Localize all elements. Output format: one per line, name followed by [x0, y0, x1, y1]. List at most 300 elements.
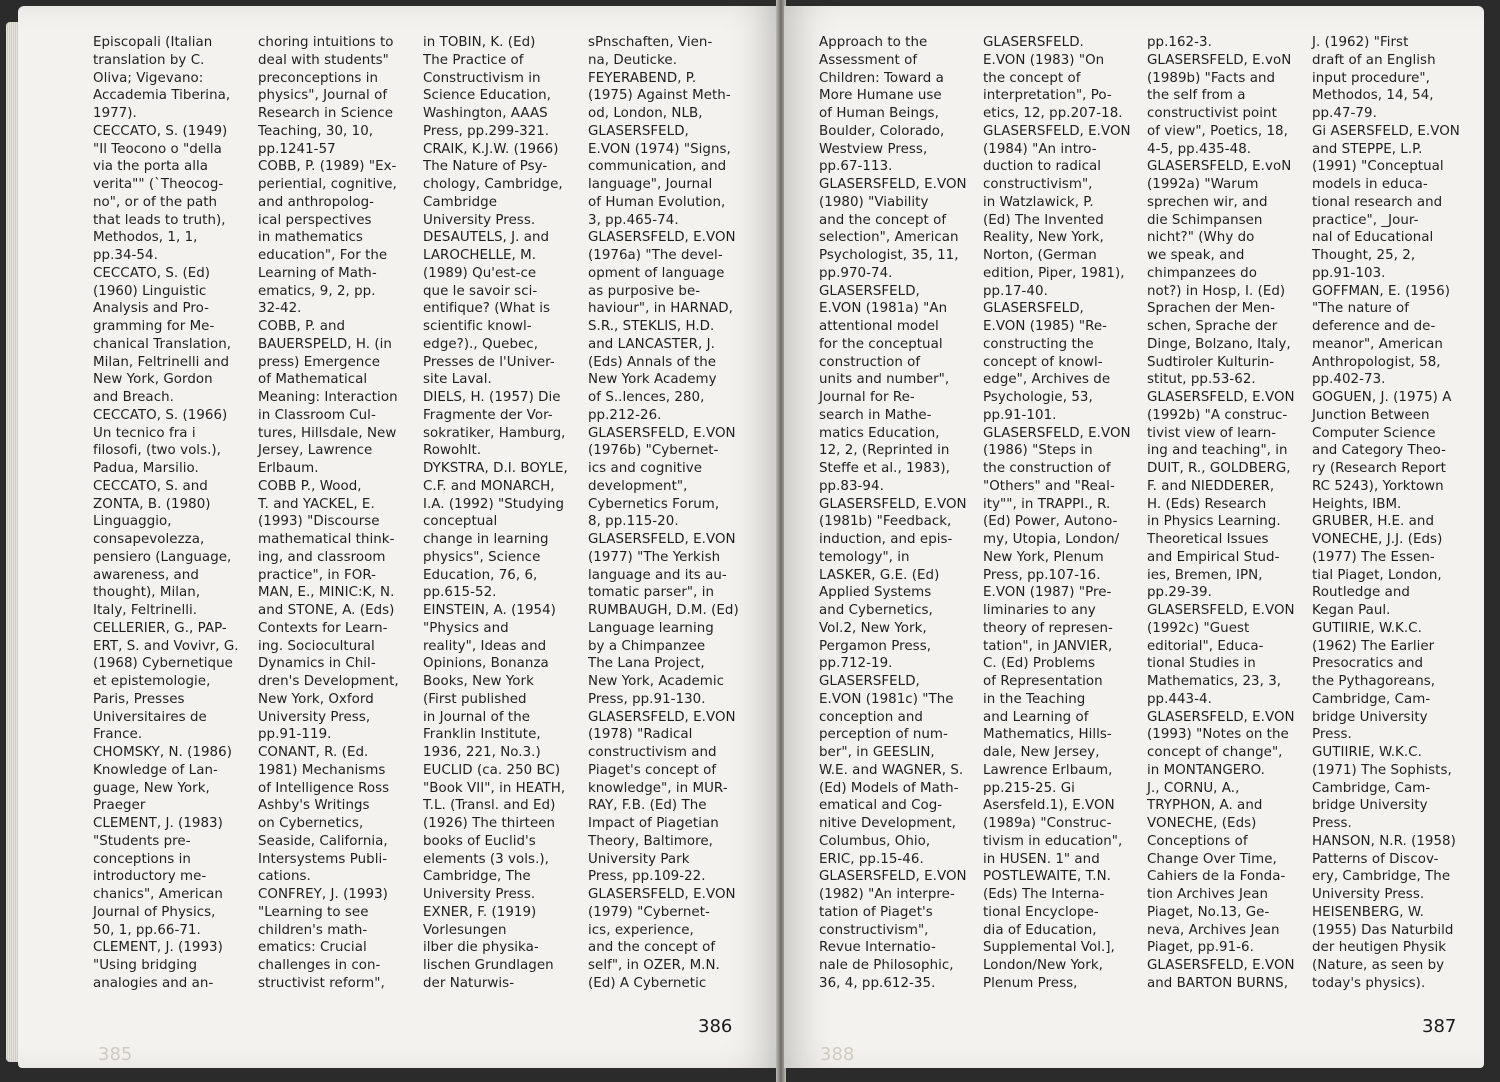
reference-line: Cambridge, Cam- [1312, 780, 1431, 796]
reference-line: Boulder, Colorado, [819, 123, 945, 139]
reference-line: CHOMSKY, N. (1986) [93, 745, 232, 760]
reference-line: Cambridge [423, 194, 498, 210]
reference-line: CONANT, R. (Ed. [258, 745, 369, 760]
right-page-number: 387 [1422, 1016, 1457, 1037]
reference-line: that leads to truth), [93, 212, 226, 228]
reference-line: Impact of Piagetian [588, 816, 719, 831]
reference-line: (Ed) The Invented [983, 212, 1104, 228]
reference-line: ber", in GEESLIN, [819, 745, 935, 760]
reference-line: Theory, Baltimore, [588, 833, 713, 849]
reference-line: not?) in Hosp, I. (Ed) [1147, 283, 1286, 299]
reference-line: and anthropolog- [258, 194, 375, 210]
reference-line: ry (Research Report [1312, 461, 1446, 476]
reference-line: GUTIIRIE, W.K.C. [1312, 745, 1422, 760]
reference-line: pp.17-40. [983, 283, 1048, 299]
reference-line: verita"" (`Theocog- [93, 177, 224, 192]
left-column-4 [588, 34, 738, 993]
reference-line: today's physics). [1312, 975, 1426, 991]
reference-line: Columbus, Ohio, [819, 833, 931, 849]
reference-line: Teaching, 30, 10, [258, 123, 374, 139]
reference-line: self", in OZER, M.N. [588, 958, 720, 973]
reference-line: RUMBAUGH, D.M. (Ed) [588, 603, 739, 618]
reference-line: I.A. (1992) "Studying [423, 496, 565, 512]
reference-line: "Physics and [423, 620, 509, 636]
reference-line: constructing the [983, 336, 1094, 352]
reference-line: tivism in education", [983, 833, 1123, 849]
reference-line: 8, pp.115-20. [588, 514, 679, 530]
reference-line: France. [93, 727, 143, 743]
reference-line: (Nature, as seen by [1312, 958, 1445, 973]
reference-line: chanics", American [93, 887, 223, 902]
reference-line: T.L. (Transl. and Ed) [423, 798, 556, 814]
reference-line: sokratiker, Hamburg, [423, 425, 566, 441]
reference-line: DESAUTELS, J. and [423, 230, 550, 246]
reference-line: education", For the [258, 248, 388, 263]
reference-line: pp.215-25. Gi [983, 780, 1075, 796]
reference-line: (1976b) "Cybernet- [588, 443, 719, 459]
reference-line: elements (3 vols.), [423, 851, 549, 867]
reference-line: Mathematics, Hills- [983, 727, 1112, 743]
reference-line: University Press. [1312, 887, 1425, 902]
reference-line: E.VON (1983) "On [983, 52, 1105, 68]
reference-line: and Learning of [983, 709, 1089, 725]
reference-line: pp.91-101. [983, 407, 1057, 423]
reference-line: press) Emergence [258, 354, 381, 370]
reference-line: and the concept of [819, 212, 947, 228]
reference-line: on Cybernetics, [258, 816, 364, 831]
reference-line: GLASERSFELD, E.VON [819, 869, 967, 885]
reference-line: Approach to the [819, 35, 928, 50]
reference-line: the construction of [983, 461, 1111, 476]
reference-line: ematics, 9, 2, pp. [258, 283, 376, 299]
reference-line: communication, and [588, 159, 727, 175]
reference-line: ZONTA, B. (1980) [93, 496, 211, 512]
reference-line: GOGUEN, J. (1975) A [1312, 390, 1452, 405]
reference-line: Seaside, California, [258, 833, 388, 849]
reference-line: and BARTON BURNS, [1147, 975, 1289, 991]
reference-line: ity"", in TRAPPI., R. [983, 496, 1111, 512]
reference-line: Anthropologist, 58, [1312, 354, 1441, 370]
reference-line: Paris, Presses [93, 691, 185, 707]
reference-line: ics, experience, [588, 922, 694, 938]
reference-line: CLEMENT, J. (1993) [93, 940, 223, 956]
reference-line: the self from a [1147, 88, 1246, 104]
reference-line: ilber die physika- [423, 940, 539, 956]
reference-line: 3, pp.465-74. [588, 212, 679, 228]
reference-line: and STONE, A. (Eds) [258, 603, 395, 618]
reference-line: "The nature of [1312, 301, 1410, 317]
reference-line: FEYERABEND, P. [588, 70, 697, 86]
reference-line: mathematical think- [258, 532, 395, 547]
reference-line: constructivism and [588, 745, 717, 760]
reference-line: Thought, 25, 2, [1312, 248, 1416, 263]
reference-line: and Empirical Stud- [1147, 549, 1280, 565]
reference-line: GLASERSFELD, E.VON [1147, 603, 1295, 618]
reference-line: and LANCASTER, J. [588, 336, 715, 352]
reference-line: Pergamon Press, [819, 638, 932, 654]
reference-line: in the Teaching [983, 691, 1086, 707]
reference-line: tional Encyclope- [983, 904, 1099, 920]
reference-line: haviour", in HARNAD, [588, 301, 733, 317]
reference-line: CONFREY, J. (1993) [258, 887, 388, 902]
reference-line: CLEMENT, J. (1983) [93, 816, 223, 831]
reference-line: for the conceptual [819, 336, 943, 352]
reference-line: of view", Poetics, 18, [1147, 123, 1288, 139]
reference-line: selection", American [819, 230, 959, 246]
reference-line: translation by C. [93, 52, 205, 68]
reference-line: (1975) Against Meth- [588, 88, 731, 104]
reference-line: TRYPHON, A. and [1147, 798, 1263, 814]
reference-line: Learning of Math- [258, 265, 377, 281]
reference-line: GLASERSFELD, E.VON [588, 887, 736, 902]
reference-line: die Schimpansen [1147, 212, 1263, 228]
reference-line: construction of [819, 354, 921, 370]
right-column-3 [1147, 34, 1297, 993]
reference-line: language", Journal [588, 177, 713, 192]
reference-line: New York, Gordon [93, 372, 213, 388]
reference-line: EUCLID (ca. 250 BC) [423, 762, 561, 778]
reference-line: CECCATO, S. (Ed) [93, 265, 211, 281]
reference-line: search in Mathe- [819, 407, 932, 423]
reference-line: change in learning [423, 532, 549, 547]
reference-line: Supplemental Vol.], [983, 940, 1115, 956]
reference-line: (1992a) "Warum [1147, 177, 1259, 192]
reference-line: CECCATO, S. (1949) [93, 123, 228, 139]
reference-line: etics, 12, pp.207-18. [983, 106, 1123, 121]
reference-line: GLASERSFELD. [983, 35, 1084, 50]
reference-line: reality", Ideas and [423, 638, 547, 654]
reference-line: The Lana Project, [588, 656, 705, 672]
reference-line: ematical and Cog- [819, 798, 943, 814]
reference-line: awareness, and [93, 567, 199, 583]
reference-line: 36, 4, pp.612-35. [819, 975, 936, 991]
reference-line: (1926) The thirteen [423, 816, 556, 831]
reference-line: Vorlesungen [423, 922, 507, 938]
reference-line: "Book VII", in HEATH, [423, 780, 566, 796]
reference-line: (1977) "The Yerkish [588, 549, 721, 565]
reference-line: S.R., STEKLIS, H.D. [588, 319, 715, 334]
reference-line: Change Over Time, [1147, 851, 1277, 867]
reference-line: London/New York, [983, 958, 1103, 973]
reference-line: (1989a) "Construc- [983, 816, 1112, 831]
reference-line: LASKER, G.E. (Ed) [819, 567, 940, 583]
reference-line: ing, and classroom [258, 549, 386, 565]
reference-line: Patterns of Discov- [1312, 851, 1439, 867]
reference-line: Padua, Marsilio. [93, 461, 199, 476]
reference-line: tial Piaget, London, [1312, 567, 1442, 583]
reference-line: chology, Cambridge, [423, 177, 563, 192]
reference-line: Steffe et al., 1983), [819, 461, 950, 476]
reference-line: (1982) "An interpre- [819, 887, 955, 902]
reference-line: no", or of the path [93, 194, 218, 210]
reference-line: and STEPPE, L.P. [1312, 141, 1423, 157]
reference-line: Assessment of [819, 52, 918, 68]
reference-line: Kegan Paul. [1312, 603, 1391, 618]
reference-line: pp.91-119. [258, 727, 332, 743]
reference-line: filosofi, (two vols.), [93, 443, 221, 459]
reference-line: New York, Plenum [983, 549, 1104, 565]
reference-line: of Representation [983, 674, 1103, 689]
reference-line: Mathematics, 23, 3, [1147, 674, 1282, 689]
reference-line: Psychologist, 35, 11, [819, 248, 959, 263]
reference-line: H. (Eds) Research [1147, 496, 1267, 512]
reference-line: Vol.2, New York, [819, 620, 927, 636]
reference-line: in MONTANGERO. [1147, 762, 1265, 778]
reference-line: tional research and [1312, 194, 1443, 210]
reference-line: Computer Science [1312, 425, 1436, 441]
reference-line: GLASERSFELD, [588, 123, 689, 139]
reference-line: (1960) Linguistic [93, 283, 207, 299]
reference-line: of Human Beings, [819, 106, 939, 121]
reference-line: analogies and an- [93, 975, 214, 991]
reference-line: E.VON (1985) "Re- [983, 319, 1108, 334]
reference-line: induction, and epis- [819, 532, 953, 547]
reference-line: Piaget, No.13, Ge- [1147, 904, 1270, 920]
reference-line: in HUSEN. 1" and [983, 851, 1100, 867]
reference-line: der heutigen Physik [1312, 940, 1447, 956]
reference-line: CECCATO, S. (1966) [93, 407, 228, 423]
reference-line: pp.34-54. [93, 248, 158, 263]
reference-line: Meaning: Interaction [258, 390, 398, 405]
reference-line: books of Euclid's [423, 833, 536, 849]
reference-line: of Intelligence Ross [258, 780, 390, 796]
reference-line: Praeger [93, 798, 146, 814]
reference-line: theory of represen- [983, 620, 1113, 636]
reference-line: structivist reform", [258, 975, 385, 991]
reference-line: pp.91-103. [1312, 265, 1386, 281]
reference-line: Cambridge, Cam- [1312, 691, 1431, 707]
reference-line: Knowledge of Lan- [93, 762, 218, 778]
reference-line: Constructivism in [423, 70, 541, 86]
reference-line: Sprachen der Men- [1147, 301, 1276, 317]
reference-line: edge", Archives de [983, 372, 1111, 388]
reference-line: (1989b) "Facts and [1147, 70, 1276, 86]
reference-line: Erlbaum. [258, 461, 319, 476]
reference-line: Research in Science [258, 106, 393, 121]
reference-line: Sudtiroler Kulturin- [1147, 354, 1275, 370]
reference-line: matics Education, [819, 425, 940, 441]
reference-line: COBB P., Wood, [258, 478, 362, 494]
reference-line: T. and YACKEL, E. [258, 496, 375, 512]
reference-line: DIELS, H. (1957) Die [423, 390, 561, 405]
reference-line: site Laval. [423, 372, 492, 388]
reference-line: New York, Academic [588, 674, 725, 689]
reference-line: pp.83-94. [819, 478, 884, 494]
reference-line: as purposive be- [588, 283, 701, 299]
reference-line: (1979) "Cybernet- [588, 904, 710, 920]
reference-line: ing and teaching", in [1147, 443, 1288, 459]
reference-line: od, London, NLB, [588, 106, 703, 121]
reference-line: (1991) "Conceptual [1312, 159, 1444, 175]
reference-line: lischen Grundlagen [423, 958, 554, 973]
reference-line: Press. [1312, 816, 1352, 831]
reference-line: Italy, Feltrinelli. [93, 603, 198, 618]
left-column-3 [423, 34, 573, 993]
reference-line: DUIT, R., GOLDBERG, [1147, 461, 1291, 476]
left-ghost-page-number: 385 [98, 1044, 133, 1065]
reference-line: pp.29-39. [1147, 585, 1212, 601]
reference-line: (1978) "Radical [588, 727, 693, 743]
reference-line: (1992c) "Guest [1147, 620, 1250, 636]
reference-line: scientific knowl- [423, 319, 532, 334]
reference-line: HEISENBERG, W. [1312, 904, 1424, 920]
reference-line: (Eds) Annals of the [588, 354, 717, 370]
reference-line: University Press. [423, 887, 536, 902]
reference-line: choring intuitions to [258, 35, 394, 50]
reference-line: bridge University [1312, 798, 1428, 814]
reference-line: constructivism", [983, 177, 1093, 192]
reference-line: via the porta alla [93, 159, 209, 175]
reference-line: Journal for Re- [819, 390, 915, 405]
reference-line: RAY, F.B. (Ed) The [588, 798, 707, 814]
reference-line: preconceptions in [258, 70, 379, 86]
reference-line: draft of an English [1312, 52, 1436, 68]
reference-line: Education, 76, 6, [423, 567, 538, 583]
reference-line: development", [588, 478, 688, 494]
reference-line: ies, Bremen, IPN, [1147, 567, 1263, 583]
reference-line: BAUERSPELD, H. (in [258, 336, 392, 352]
reference-line: Methodos, 1, 1, [93, 230, 198, 246]
reference-line: introductory me- [93, 869, 207, 885]
reference-line: and Category Theo- [1312, 443, 1446, 459]
reference-line: Milan, Feltrinelli and [93, 354, 230, 370]
reference-line: CRAIK, K.J.W. (1966) [423, 141, 559, 157]
reference-line: challenges in con- [258, 958, 381, 973]
reference-line: (1971) The Sophists, [1312, 762, 1452, 778]
reference-line: DYKSTRA, D.I. BOYLE, [423, 461, 568, 476]
reference-line: pensiero (Language, [93, 549, 232, 565]
reference-line: F. and NIEDDERER, [1147, 478, 1275, 494]
reference-line: liminaries to any [983, 603, 1096, 618]
reference-line: nale de Philosophic, [819, 958, 954, 973]
reference-line: The Practice of [423, 52, 524, 68]
reference-line: et epistemologie, [93, 674, 211, 689]
reference-line: practice", in FOR- [258, 567, 377, 583]
reference-line: deal with students" [258, 52, 389, 68]
reference-line: meanor", American [1312, 336, 1443, 352]
reference-line: pp.615-52. [423, 585, 497, 601]
reference-line: Children: Toward a [819, 70, 944, 86]
reference-line: Language learning [588, 620, 714, 636]
reference-line: GLASERSFELD, [983, 301, 1084, 317]
reference-line: guage, New York, [93, 780, 210, 796]
reference-line: tation", in JANVIER, [983, 638, 1113, 654]
reference-line: E.VON (1981c) "The [819, 691, 954, 707]
reference-line: interpretation", Po- [983, 88, 1112, 104]
reference-line: GOFFMAN, E. (1956) [1312, 283, 1450, 299]
reference-line: in Watzlawick, P. [983, 194, 1094, 210]
reference-line: Piaget, pp.91-6. [1147, 940, 1254, 956]
reference-line: bridge University [1312, 709, 1428, 725]
reference-line: C.F. and MONARCH, [423, 478, 555, 494]
reference-line: cations. [258, 869, 311, 885]
reference-line: GLASERSFELD, E.VON [1147, 709, 1295, 725]
reference-line: COBB, P. (1989) "Ex- [258, 159, 397, 175]
reference-line: W.E. and WAGNER, S. [819, 762, 964, 778]
reference-line: and Breach. [93, 390, 174, 405]
reference-line: pp.970-74. [819, 265, 893, 281]
reference-line: GLASERSFELD, E.VON [588, 709, 736, 725]
reference-line: Journal of Physics, [93, 904, 216, 920]
reference-line: (1976a) "The devel- [588, 248, 723, 263]
reference-line: 12, 2, (Reprinted in [819, 443, 950, 459]
reference-line: (1986) "Steps in [983, 443, 1093, 459]
reference-line: 1977). [93, 106, 137, 121]
reference-line: pp.402-73. [1312, 372, 1386, 388]
reference-line: nicht?" (Why do [1147, 230, 1255, 246]
reference-line: by a Chimpanzee [588, 638, 706, 654]
reference-line: conceptions in [93, 851, 191, 867]
reference-line: Washington, AAAS [423, 106, 548, 121]
reference-line: Rowohlt. [423, 443, 482, 459]
reference-line: GLASERSFELD, E.VON [983, 123, 1131, 139]
reference-line: Opinions, Bonanza [423, 656, 549, 672]
reference-line: Heights, IBM. [1312, 496, 1402, 512]
reference-line: thought), Milan, [93, 585, 201, 601]
reference-line: of Human Evolution, [588, 194, 726, 210]
reference-line: Linguaggio, [93, 514, 172, 530]
reference-line: Westview Press, [819, 141, 928, 157]
reference-line: na, Deuticke. [588, 52, 677, 68]
reference-line: tivist view of learn- [1147, 425, 1277, 441]
reference-line: University Press, [258, 709, 371, 725]
reference-line: sPnschaften, Vien- [588, 35, 713, 50]
reference-line: concept of change", [1147, 745, 1283, 760]
reference-line: Applied Systems [819, 585, 932, 601]
reference-line: (1977) The Essen- [1312, 549, 1435, 565]
reference-line: Press, pp.91-130. [588, 691, 706, 707]
reference-line: ematics: Crucial [258, 940, 367, 956]
reference-line: Analysis and Pro- [93, 301, 210, 317]
reference-line: GLASERSFELD, E.VON [819, 496, 967, 512]
reference-line: Psychologie, 53, [983, 390, 1093, 405]
reference-line: University Park [588, 851, 690, 867]
reference-line: GLASERSFELD, E.voN [1147, 159, 1292, 175]
reference-line: E.VON (1974) "Signs, [588, 141, 731, 157]
reference-line: 50, 1, pp.66-71. [93, 922, 201, 938]
reference-line: children's math- [258, 922, 368, 938]
reference-line: "Learning to see [258, 904, 369, 920]
reference-line: GLASERSFELD, E.VON [983, 425, 1131, 441]
reference-line: EXNER, F. (1919) [423, 904, 537, 920]
reference-line: pp.162-3. [1147, 35, 1212, 50]
reference-line: in Journal of the [423, 709, 531, 725]
reference-line: Asersfeld.1), E.VON [983, 798, 1115, 814]
reference-line: editorial", Educa- [1147, 638, 1264, 654]
reference-line: of Mathematical [258, 372, 368, 388]
left-column-2 [258, 34, 408, 993]
reference-line: Junction Between [1312, 407, 1430, 423]
reference-line: gramming for Me- [93, 319, 215, 334]
reference-line: Cahiers de la Fonda- [1147, 869, 1286, 885]
reference-line: tional Studies in [1147, 656, 1256, 672]
reference-line: EINSTEIN, A. (1954) [423, 603, 556, 618]
reference-line: Franklin Institute, [423, 727, 541, 743]
reference-line: chanical Translation, [93, 336, 232, 352]
reference-line: ERIC, pp.15-46. [819, 851, 924, 867]
reference-line: (1955) Das Naturbild [1312, 922, 1454, 938]
reference-line: pp.67-113. [819, 159, 893, 175]
reference-line: perception of num- [819, 727, 948, 743]
reference-line: Science Education, [423, 88, 551, 104]
reference-line: 4-5, pp.435-48. [1147, 141, 1252, 157]
reference-line: Intersystems Publi- [258, 851, 388, 867]
reference-line: conception and [819, 709, 923, 725]
reference-line: Universitaires de [93, 709, 207, 725]
reference-line: VONECHE, (Eds) [1147, 816, 1257, 831]
reference-line: Press, pp.109-22. [588, 869, 706, 885]
right-page [784, 6, 1484, 1068]
